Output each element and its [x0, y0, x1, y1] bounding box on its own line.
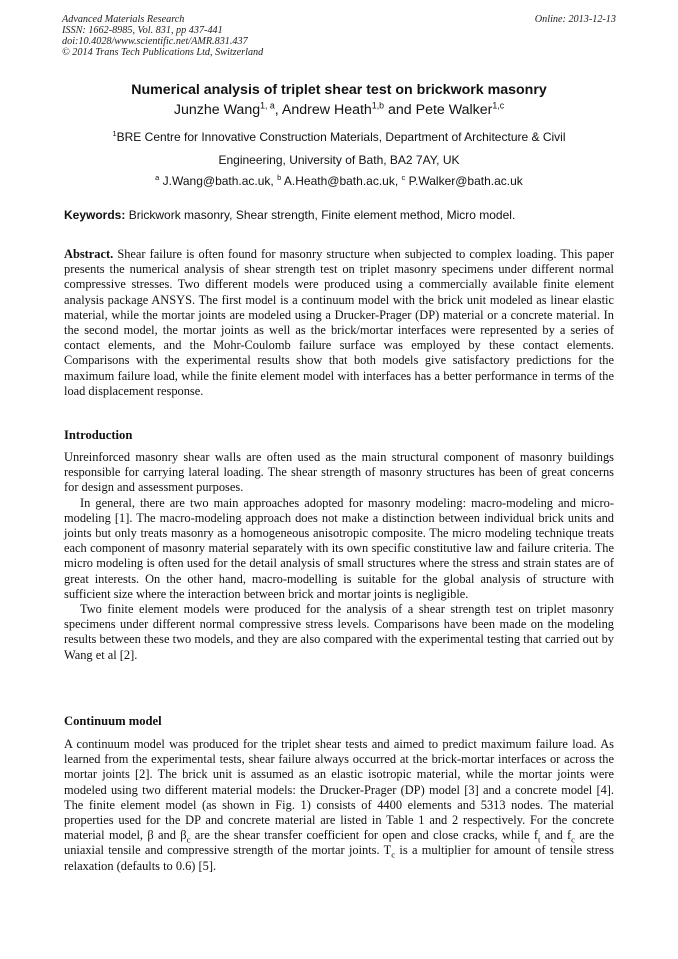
journal-header [62, 14, 616, 58]
affiliation-line-2: Engineering, University of Bath, BA2 7AY, UK [218, 153, 460, 167]
section-heading-continuum-model: Continuum model [64, 714, 162, 728]
section-heading-introduction: Introduction [64, 428, 133, 442]
copyright-line: © 2014 Trans Tech Publications Ltd, Switzerland [62, 47, 264, 58]
author-sup: 1,c [492, 100, 505, 111]
paragraph: Unreinforced masonry shear walls are often used as the main structural component of masonry buildings responsible for carrying lateral loading. The shear strength of masonry structures has been of great concerns for design and assessment purposes. [64, 450, 614, 495]
email-link: A.Heath@bath.ac.uk, [281, 174, 402, 188]
paragraph: A continuum model was produced for the triplet shear tests and aimed to predict maximum failure load. As learned from the experimental tests, shear failure always occurred at the brick-mortar interfaces or across the mortar joints [2]. The brick unit is assumed as an elastic isotropic material, while the mortar joints were modeled using two different material models: the Drucker-Prager (DP) model [3] and a concrete model [4]. The finite element model (as shown in Fig. 1) consists of 4400 elements and 5313 nodes. The material properties used for the DP and concrete material are listed in Table 1 and 2 respectively. For the concrete material model, β and $\beta_c$ are the shear transfer coefficient for open and close cracks, while $f_t$ and $f_c$ are the uniaxial tensile and compressive strength of the mortar joints. $T_c$ is a multiplier for amount of tensile stress relaxation (defaults to 0.6) [5]. [64, 737, 614, 873]
doi-line: doi:10.4028/www.scientific.net/AMR.831.437 [62, 36, 248, 47]
issn-line: ISSN: 1662-8985, Vol. 831, pp 437-441 [62, 25, 223, 36]
author-name: Pete Walker [415, 102, 493, 118]
abstract-label: Abstract. [64, 247, 114, 261]
affiliation-sup: 1 [112, 129, 117, 138]
paragraph: Two finite element models were produced for the analysis of a shear strength test on triplet masonry specimens under different normal compressive stress levels. Comparisons have been made on the modeling results between these two models, and they are also compared with the experimental testing that carried out by Wang et al [2]. [64, 602, 614, 662]
keywords [64, 208, 618, 222]
keywords-text: Brickwork masonry, Shear strength, Finite element method, Micro model. [125, 208, 516, 222]
author-name: Junzhe Wang [173, 102, 261, 118]
affiliation-line-1: $^1$BRE Centre for Innovative Construction Materials, Department of Architecture & Civil [112, 129, 566, 144]
email-link: J.Wang@bath.ac.uk, [159, 174, 278, 188]
author-separator: , [274, 102, 282, 118]
online-date: Online: 2013-12-13 [534, 14, 616, 25]
keywords-label: Keywords: [64, 208, 126, 222]
author-sup: 1, a [260, 100, 275, 111]
continuum-body [64, 737, 614, 874]
email-line: $^a$ J.Wang@bath.ac.uk, $^b$ A.Heath@bath.ac.uk, $^c$ P.Walker@bath.ac.uk [155, 173, 523, 188]
paragraph: In general, there are two main approaches adopted for masonry modeling: macro-modeling and micro-modeling [1]. The macro-modeling approach does not make a distinction between individual brick units and joints but only treats masonry as a homogeneous anisotropic composite. The micro modeling technique treats each component of masonry material separately with its own specific constitutive law and failure criteria. The micro modeling is often used for the detail analysis of small structures where the stress and strain states are of great interests. On the other hand, macro-modelling is suitable for the global analysis of structure with sufficient size where the interaction between brick and mortar joints is negligible. [64, 495, 614, 601]
abstract [64, 247, 614, 399]
introduction-body [64, 450, 614, 663]
author-list [62, 102, 616, 118]
abstract-text: Shear failure is often found for masonry structure when subjected to complex loading. This paper presents the numerical analysis of shear strength test on triplet masonry specimens under different normal compressive stresses. Two different models were produced using a commercially available finite element analysis package ANSYS. The first model is a continuum model with the brick unit modeled as linear elastic material, while the mortar joints are modeled using a Drucker-Prager (DP) material or a concrete material. In the second model, the mortar joints as well as the brick/mortar interfaces were represented by a series of contact elements, and the Mohr-Coulomb failure surface was employed by these contact elements. Comparisons with the experimental results show that both models give satisfactory predictions for the maximum failure load, while the finite element model with interfaces has a better performance in terms of the load displacement response. [64, 247, 614, 398]
author-separator: and [384, 102, 416, 118]
email-link: P.Walker@bath.ac.uk [405, 174, 523, 188]
paper-title: Numerical analysis of triplet shear test on brickwork masonry [131, 82, 547, 98]
journal-name: Advanced Materials Research [62, 14, 185, 25]
author-name: Andrew Heath [281, 102, 372, 118]
author-sup: 1,b [371, 100, 385, 111]
